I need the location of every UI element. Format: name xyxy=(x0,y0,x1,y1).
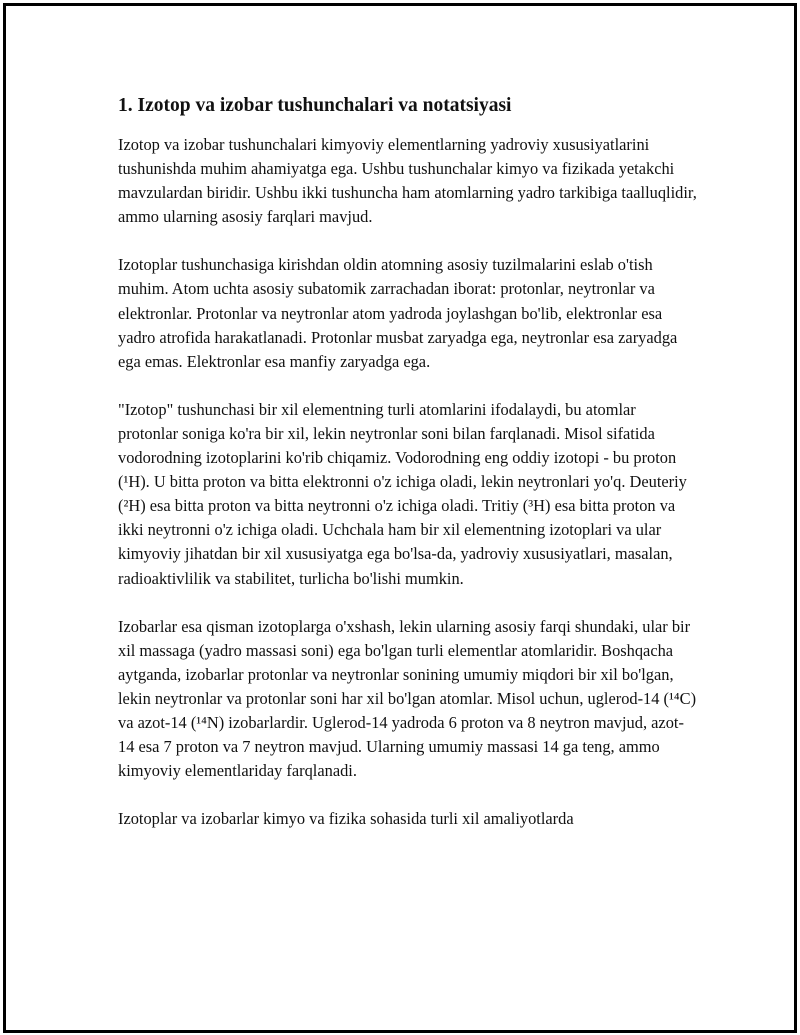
paragraph-intro: Izotop va izobar tushunchalari kimyoviy elementlarning yadroviy xususiyatlarini tushunishda muhim ahamiyatga ega. Ushbu tushunchalar kimyo va fizikada yetakchi mavzulardan biridir. Ushbu ikki tushuncha ham atomlarning yadro tarkibiga taalluqlidir, ammo ularning asosiy farqlari mavjud. xyxy=(118,135,697,227)
paragraph-applications: Izotoplar va izobarlar kimyo va fizika sohasida turli xil amaliyotlarda xyxy=(118,809,574,829)
paragraph-isotope: "Izotop" tushunchasi bir xil elementning turli atomlarini ifodalaydi, bu atomlar protonlar soniga ko'ra bir xil, lekin neytronlar soni bilan farqlanadi. Misol sifatida vodorodning izotoplarini ko'rib chiqamiz. Vodorodning eng oddiy izotopi - bu proton (¹H). U bitta proton va bitta elektronni o'z ichiga oladi, lekin neytronlari yo'q. Deuteriy (²H) esa bitta proton va bitta neytronni o'z ichiga oladi. Tritiy (³H) esa bitta proton va ikki neytronni o'z ichiga oladi. Uchchala ham bir xil elementning izotoplari va ular kimyoviy jihatdan bir xil xususiyatga ega bo'lsa-da, yadroviy xususiyatlari, masalan, radioaktivlilik va stabilitet, turlicha bo'lishi mumkin. xyxy=(118,399,687,588)
paragraph-isobar: Izobarlar esa qisman izotoplarga o'xshash, lekin ularning asosiy farqi shundaki, ular bir xil massaga (yadro massasi soni) ega bo'lgan turli elementlar atomlaridir. Boshqacha aytganda, izobarlar protonlar va neytronlar sonining umumiy miqdori bir xil bo'lgan, lekin neytronlar va protonlar soni har xil bo'lgan atomlar. Misol uchun, uglerod-14 (¹⁴C) va azot-14 (¹⁴N) izobarlardir. Uglerod-14 yadroda 6 proton va 8 neytron mavjud, azot-14 esa 7 proton va 7 neytron mavjud. Ularning umumiy massasi 14 ga teng, ammo kimyoviy elementlariday farqlanadi. xyxy=(118,616,697,781)
document-body xyxy=(118,93,698,831)
paragraph-atom-structure: Izotoplar tushunchasiga kirishdan oldin atomning asosiy tuzilmalarini eslab o'tish muhim. Atom uchta asosiy subatomik zarrachadan iborat: protonlar, neytronlar va elektronlar. Protonlar va neytronlar atom yadroda joylashgan bo'lib, elektronlar esa yadro atrofida harakatlanadi. Protonlar musbat zaryadga ega, neytronlar esa zaryadga ega emas. Elektronlar esa manfiy zaryadga ega. xyxy=(118,255,678,371)
section-title: 1. Izotop va izobar tushunchalari va notatsiyasi xyxy=(118,95,512,116)
